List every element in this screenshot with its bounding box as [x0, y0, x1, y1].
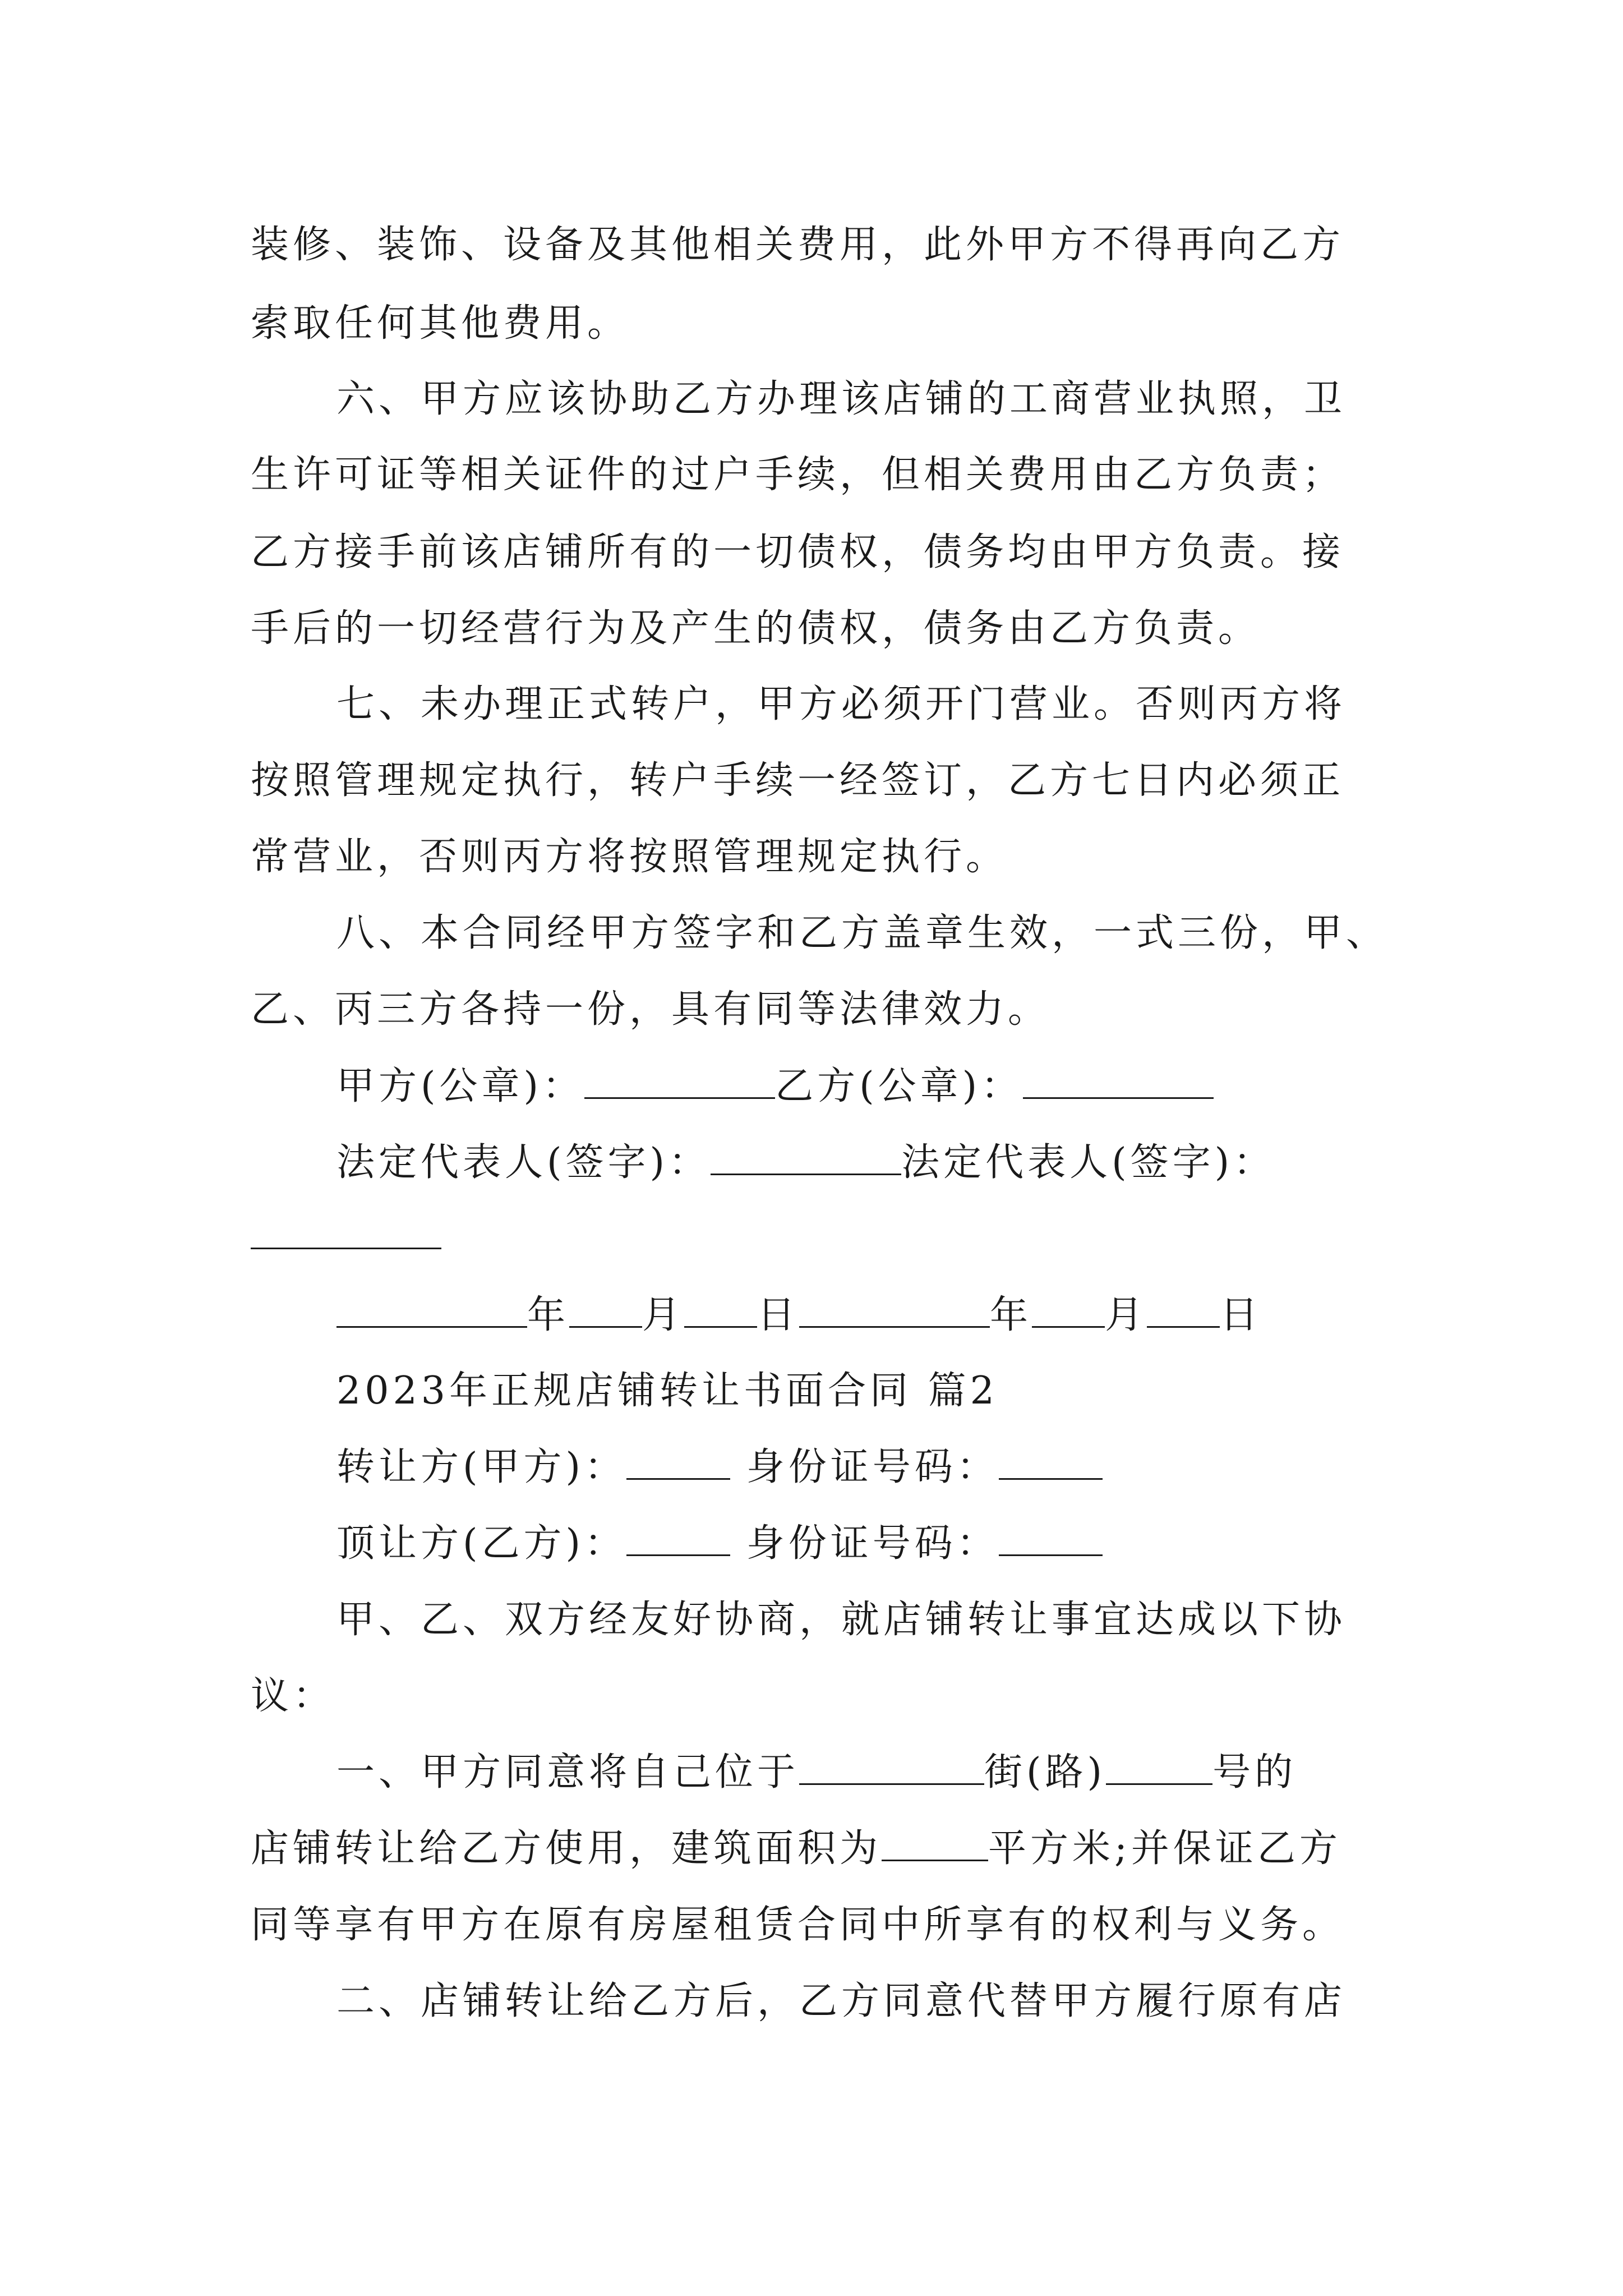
date-day-label: 日 [757, 1293, 800, 1337]
clause-6-line: 乙方接手前该店铺所有的一切债权，债务均由甲方负责。接 [251, 530, 1345, 574]
date-month-label: 月 [642, 1293, 685, 1337]
clause-1-line [336, 1747, 1297, 1798]
date-a-year-blank[interactable] [336, 1298, 527, 1328]
transferor-blank[interactable] [626, 1450, 730, 1480]
clause-8-line: 八、本合同经甲方签字和乙方盖章生效，一式三份，甲、 [336, 911, 1389, 955]
intro-line: 议： [251, 1674, 335, 1718]
transferor-label: 转让方(甲方)： [336, 1445, 627, 1489]
street-label: 街(路) [984, 1750, 1106, 1795]
transferee-id-blank[interactable] [999, 1526, 1103, 1556]
transferee-id-label: 身份证号码： [746, 1521, 999, 1566]
area-blank[interactable] [882, 1832, 988, 1861]
legal-rep-b-blank[interactable] [251, 1220, 441, 1249]
transferee-blank[interactable] [626, 1526, 730, 1556]
date-year-label: 年 [990, 1293, 1032, 1337]
clause-6-line: 生许可证等相关证件的过户手续，但相关费用由乙方负责； [251, 453, 1345, 497]
legal-rep-b-label: 法定代表人(签字)： [901, 1140, 1276, 1185]
clause-6-line: 手后的一切经营行为及产生的债权，债务由乙方负责。 [251, 606, 1261, 651]
location-blank[interactable] [799, 1755, 984, 1785]
date-b-month-blank[interactable] [1032, 1298, 1105, 1328]
number-label: 号的 [1212, 1750, 1297, 1795]
paragraph-line: 索取任何其他费用。 [251, 301, 630, 346]
clause-6-line: 六、甲方应该协助乙方办理该店铺的工商营业执照，卫 [336, 377, 1347, 421]
clause-1-line [251, 1824, 1341, 1874]
paragraph-line: 装修、装饰、设备及其他相关费用，此外甲方不得再向乙方 [251, 223, 1345, 267]
seal-line [336, 1061, 1214, 1112]
clause-7-line: 常营业，否则丙方将按照管理规定执行。 [251, 835, 1008, 879]
clause-1-text: 一、甲方同意将自己位于 [336, 1750, 800, 1795]
party-b-seal-blank[interactable] [1023, 1069, 1214, 1099]
section-title: 2023年正规店铺转让书面合同 篇2 [336, 1369, 998, 1413]
date-a-month-blank[interactable] [569, 1298, 642, 1328]
date-b-year-blank[interactable] [799, 1298, 990, 1328]
clause-1-text: 平方米;并保证乙方 [988, 1826, 1341, 1871]
date-b-day-blank[interactable] [1147, 1298, 1220, 1328]
transferee-label: 顶让方(乙方)： [336, 1521, 627, 1566]
date-day-label: 日 [1220, 1293, 1262, 1337]
legal-rep-a-blank[interactable] [711, 1145, 901, 1175]
party-a-seal-label: 甲方(公章)： [336, 1064, 585, 1108]
clause-7-line: 按照管理规定执行，转户手续一经签订，乙方七日内必须正 [251, 758, 1345, 803]
clause-2-line: 二、店铺转让给乙方后，乙方同意代替甲方履行原有店 [336, 1979, 1347, 2023]
clause-1-text: 店铺转让给乙方使用，建筑面积为 [251, 1826, 882, 1871]
clause-1-line: 同等享有甲方在原有房屋租赁合同中所享有的权利与义务。 [251, 1903, 1345, 1947]
intro-line: 甲、乙、双方经友好协商，就店铺转让事宜达成以下协 [336, 1598, 1347, 1642]
party-b-seal-label: 乙方(公章)： [775, 1064, 1023, 1108]
transferee-line [336, 1519, 1103, 1569]
legal-rep-a-label: 法定代表人(签字)： [336, 1140, 711, 1185]
transferor-id-label: 身份证号码： [746, 1445, 999, 1489]
clause-8-line: 乙、丙三方各持一份，具有同等法律效力。 [251, 987, 1050, 1032]
transferor-line [336, 1442, 1103, 1493]
legal-rep-b-blank-line [251, 1212, 441, 1262]
transferor-id-blank[interactable] [999, 1450, 1103, 1480]
party-a-seal-blank[interactable] [584, 1069, 775, 1099]
legal-rep-line [336, 1138, 1275, 1188]
date-month-label: 月 [1105, 1293, 1147, 1337]
date-a-day-blank[interactable] [684, 1298, 757, 1328]
date-line [336, 1290, 1262, 1341]
number-blank[interactable] [1106, 1755, 1212, 1785]
clause-7-line: 七、未办理正式转户，甲方必须开门营业。否则丙方将 [336, 682, 1347, 726]
date-year-label: 年 [527, 1293, 570, 1337]
